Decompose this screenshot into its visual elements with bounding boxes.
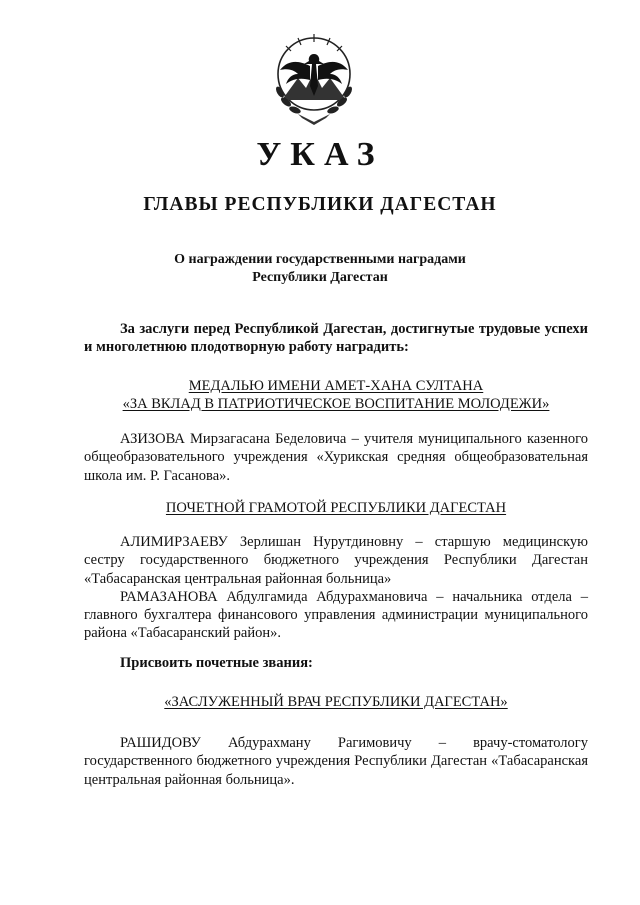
awardee-text: РАШИДОВУ Абдурахману Рагимовичу – врачу-стоматологу государственного бюджетного учреждения Республики Дагестан «Табасаранская центральная районная больница». [84, 735, 588, 788]
awardee-paragraph [84, 430, 588, 485]
titles-intro: Присвоить почетные звания: [120, 655, 313, 671]
coat-of-arms-eagle-icon [268, 30, 360, 126]
subject-line-2: Республики Дагестан [252, 270, 388, 285]
awardee-paragraph [84, 734, 588, 789]
awardee-paragraph [84, 533, 588, 643]
section-heading-line: «ЗА ВКЛАД В ПАТРИОТИЧЕСКОЕ ВОСПИТАНИЕ МОЛОДЕЖИ» [122, 396, 550, 412]
document-title: УКАЗ [256, 136, 384, 173]
section-heading-line: МЕДАЛЬЮ ИМЕНИ АМЕТ-ХАНА СУЛТАНА [188, 378, 484, 394]
awardee-text: РАМАЗАНОВА Абдулгамида Абдурахмановича – начальника отдела – главного бухгалтера финансового управления администрации муниципального района «Табасаранский район». [84, 588, 588, 642]
section-heading-line: ПОЧЕТНОЙ ГРАМОТОЙ РЕСПУБЛИКИ ДАГЕСТАН [165, 500, 507, 516]
awardee-text: АЛИМИРЗАЕВУ Зерлишан Нурутдиновну – старшую медицинскую сестру государственного бюджетного учреждения Республики Дагестан «Табасаранская центральная районная больница» [84, 534, 588, 587]
decree-subject [0, 251, 640, 287]
preamble: За заслуги перед Республикой Дагестан, достигнутые трудовые успехи и многолетнюю плодотворную работу наградить: [84, 321, 588, 355]
awardee-text: АЗИЗОВА Мирзагасана Беделовича – учителя муниципального казенного общеобразовательного учреждения «Хурикская средняя общеобразовательная школа им. Р. Гасанова». [84, 431, 588, 484]
document-subtitle: ГЛАВЫ РЕСПУБЛИКИ ДАГЕСТАН [143, 194, 497, 215]
subject-line-1: О награждении государственными наградами [174, 252, 466, 267]
section-heading-certificate [0, 499, 640, 517]
section-heading-medal [0, 377, 640, 413]
section-heading-line: «ЗАСЛУЖЕННЫЙ ВРАЧ РЕСПУБЛИКИ ДАГЕСТАН» [164, 694, 508, 710]
section-heading-honored-doctor [0, 693, 640, 711]
